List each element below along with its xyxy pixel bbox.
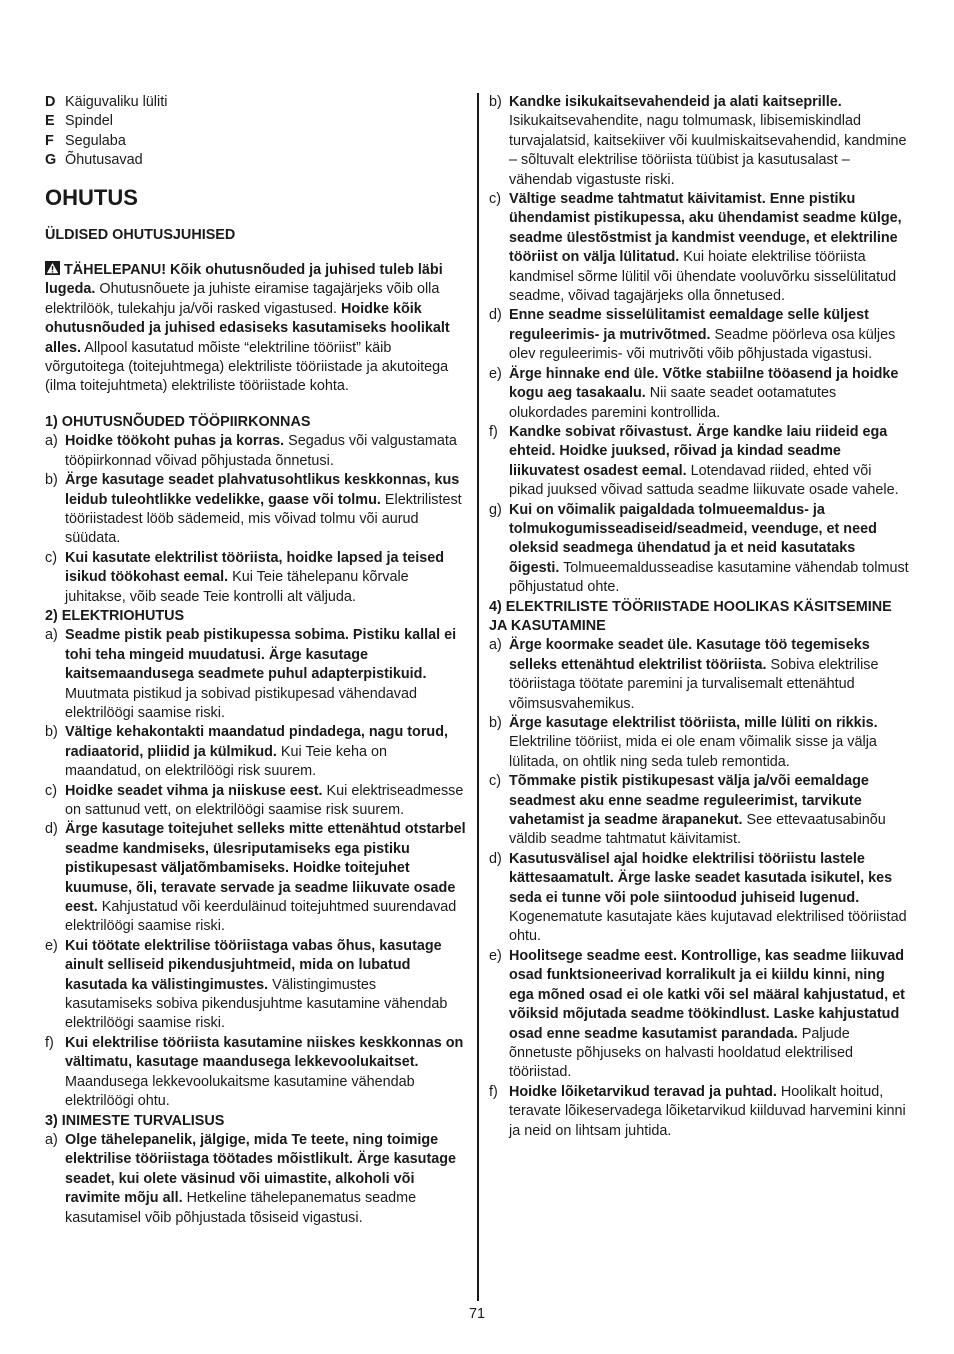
subheading: ÜLDISED OHUTUSJUHISED <box>45 226 236 243</box>
section-heading: 3) INIMESTE TURVALISUS <box>45 1112 225 1129</box>
list-item: c) Vältige seadme tahtmatut käivitamist. Enne pistiku ühendamist pistikupessa, aku ühendamist seadme külge, seadme ülestõstmist ja kandmist veenduge, et elektriline tööriist on välja lülitatud. Kui hoiate elektrilise tööriista kandmisel sõrme lülitil või ühendate vooluvõrku sisselülitatud seadme, võivad tagajärjeks olla õnnetused. <box>489 191 902 305</box>
legend-item: F Segulaba <box>45 132 126 149</box>
list-item: a) Ärge koormake seadet üle. Kasutage töö tegemiseks selleks ettenähtud elektrilist tööriista. Sobiva elektrilise tööriistaga töötate paremini ja turvalisemalt ettenähtud võimsusvahemikus. <box>489 637 879 712</box>
list-item: e) Hoolitsege seadme eest. Kontrollige, kas seadme liikuvad osad funktsioneerivad korralikult ja ei kiildu kinni, ning ega mõned osad ei ole katki või sel määral kahjustatud, et võiksid mõjutada seadme töökindlust. Laske kahjustatud osad enne seadme kasutamist parandada. Paljude õnnetuste põhjuseks on halvasti hooldatud elektrilised tööriistad. <box>489 947 905 1081</box>
left-column <box>45 93 467 1228</box>
list-item: f) Kui elektrilise tööriista kasutamine niiskes keskkonnas on vältimatu, kasutage maandusega lekkevoolukaitset. Maandusega lekkevoolukaitsme kasutamine vähendab elektrilöögi ohtu. <box>45 1034 464 1110</box>
column-divider <box>477 93 479 1301</box>
legend-item: G Õhutusavad <box>45 152 143 169</box>
list-item: a) Olge tähelepanelik, jälgige, mida Te teete, ning toimige elektrilise tööriistaga töötades mõistlikult. Ärge kasutage seadet, kui olete väsinud või uimastite, alkoholi või ravimite mõju all. Hetkeline tähelepanematus seadme kasutamisel võib põhjustada tõsiseid vigastusi. <box>45 1131 457 1226</box>
list-item: f) Hoidke lõiketarvikud teravad ja puhtad. Hoolikalt hoitud, teravate lõikeservadega lõiketarvikud kiilduvad harvemini kinni ja neid on lihtsam juhtida. <box>489 1083 906 1139</box>
section-heading: 4) ELEKTRILISTE TÖÖRIISTADE HOOLIKAS KÄSITSEMINE JA KASUTAMINE <box>489 598 892 634</box>
list-item: d) Enne seadme sisselülitamist eemaldage selle küljest reguleerimis- ja mutrivõtmed. Seadme pöörleva osa küljes olev reguleerimis- või mutrivõti võib põhjustada vigastusi. <box>489 307 896 363</box>
list-item: f) Kandke sobivat rõivastust. Ärge kandke laiu riideid ega ehteid. Hoidke juuksed, rõivad ja kindad seadme liikuvatest osadest eemal. Lotendavad riided, ehted või pikad juuksed võivad sattuda seadme liikuvate osade vahele. <box>489 423 899 499</box>
list-item: b) Ärge kasutage elektrilist tööriista, mille lüliti on rikkis. Elektriline tööriist, mida ei ole enam võimalik sisse ja välja lülitada, on ohtlik ning seda tuleb remontida. <box>489 715 878 770</box>
list-item: d) Ärge kasutage toitejuhet selleks mitte ettenähtud otstarbel seadme kandmiseks, ülesriputamiseks ega pistiku pistikupesast väljatõmbamiseks. Hoidke toitejuhet kuumuse, õli, teravate servade ja seadme liikuvate osade eest. Kahjustatud või keerduläinud toitejuhtmed suurendavad elektrilöögi saamise riski. <box>45 821 466 935</box>
warning-paragraph: TÄHELEPANU! Kõik ohutusnõuded ja juhised tuleb läbi lugeda. Ohutusnõuete ja juhiste eiramise tagajärjeks võib olla elektrilöök, tulekahju ja/või rasked vigastused. Hoidke kõik ohutusnõuded ja juhised edasiseks kasutamiseks hoolikalt alles. Allpool kasutatud mõiste “elektriline tööriist” käib võrgutoitega (toitejuhtmega) elektriliste tööriistade ja akutoitega (ilma toitejuhtmeta) elektriliste tööriistade kohta. <box>45 262 450 395</box>
list-item: c) Kui kasutate elektrilist tööriista, hoidke lapsed ja teised isikud töökohast eemal. Kui Teie tähelepanu kõrvale juhitakse, võib seade Teie kontrolli alt väljuda. <box>45 549 445 605</box>
list-item: b) Vältige kehakontakti maandatud pindadega, nagu torud, radiaatorid, pliidid ja külmikud. Kui Teie keha on maandatud, on elektrilöögi risk suurem. <box>45 724 449 780</box>
legend-item: D Käiguvaliku lüliti <box>45 94 168 110</box>
list-item: e) Ärge hinnake end üle. Võtke stabiilne tööasend ja hoidke kogu aeg tasakaalu. Nii saate seadet ootamatutes olukordades paremini kontrollida. <box>489 365 899 421</box>
right-column <box>489 93 909 1141</box>
list-item: g) Kui on võimalik paigaldada tolmueemaldus- ja tolmukogumisseadiseid/seadmeid, veenduge, et need oleksid seadmega ühendatud ja et neid kasutataks õigesti. Tolmueemaldusseadise kasutamine vähendab tolmust põhjustatud ohte. <box>489 501 909 596</box>
list-item: d) Kasutusvälisel ajal hoidke elektrilisi tööriistu lastele kättesaamatult. Ärge laske seadet kasutada isikutel, kes seda ei tunne või pole siintoodud juhiseid lugenud. Kogenematute kasutajate käes kujutavad elektrilised tööriistad ohtu. <box>489 850 907 945</box>
list-item: c) Hoidke seadet vihma ja niiskuse eest. Kui elektriseadmesse on sattunud vett, on elektrilöögi saamise risk suurem. <box>45 782 464 818</box>
legend-item: E Spindel <box>45 113 114 130</box>
list-item: c) Tõmmake pistik pistikupesast välja ja/või eemaldage seadmest aku enne seadme reguleerimist, tarvikute vahetamist ja seadme ärapanekut. See ettevaatusabinõu väldib seadme tahtmatut käivitamist. <box>489 773 886 848</box>
list-item: a) Hoidke töökoht puhas ja korras. Segadus või valgustamata tööpiirkonnad võivad põhjustada õnnetusi. <box>45 433 457 469</box>
list-item: b) Ärge kasutage seadet plahvatusohtlikus keskkonnas, kus leidub tuleohtlikke vedelikke, gaase või tolmu. Elektrilistest tööriistadest lööb sädemeid, mis võivad tolmu või aurud süüdata. <box>45 472 462 547</box>
list-item: e) Kui töötate elektrilise tööriistaga vabas õhus, kasutage ainult selliseid pikendusjuhtmeid, mida on lubatud kasutada ka välistingimustes. Välistingimustes kasutamiseks sobiva pikendusjuhtme kasutamine vähendab elektrilöögi saamise riski. <box>45 937 448 1032</box>
list-item: b) Kandke isikukaitsevahendeid ja alati kaitseprille. Isikukaitsevahendite, nagu tolmumask, libisemiskindlad turvajalatsid, kaitsekiiver või kuulmiskaitsevahendid, kandmine – sõltuvalt elektrilise tööriista tüübist ja kasutusalast – vähendab vigastuste riski. <box>489 94 907 188</box>
section-heading: 1) OHUTUSNÕUDED TÖÖPIIRKONNAS <box>45 413 311 430</box>
warning-triangle-icon <box>45 261 60 275</box>
list-item: a) Seadme pistik peab pistikupessa sobima. Pistiku kallal ei tohi teha mingeid muudatusi. Ärge kasutage kaitsemaandusega seadmete puhul adapterpistikuid. Muutmata pistikud ja sobivad pistikupesad vähendavad elektrilöögi saamise riski. <box>45 627 457 721</box>
page-number: 71 <box>468 1306 485 1322</box>
parts-legend <box>45 93 467 171</box>
section-heading: 2) ELEKTRIOHUTUS <box>45 607 185 624</box>
section-title: OHUTUS <box>45 184 138 210</box>
